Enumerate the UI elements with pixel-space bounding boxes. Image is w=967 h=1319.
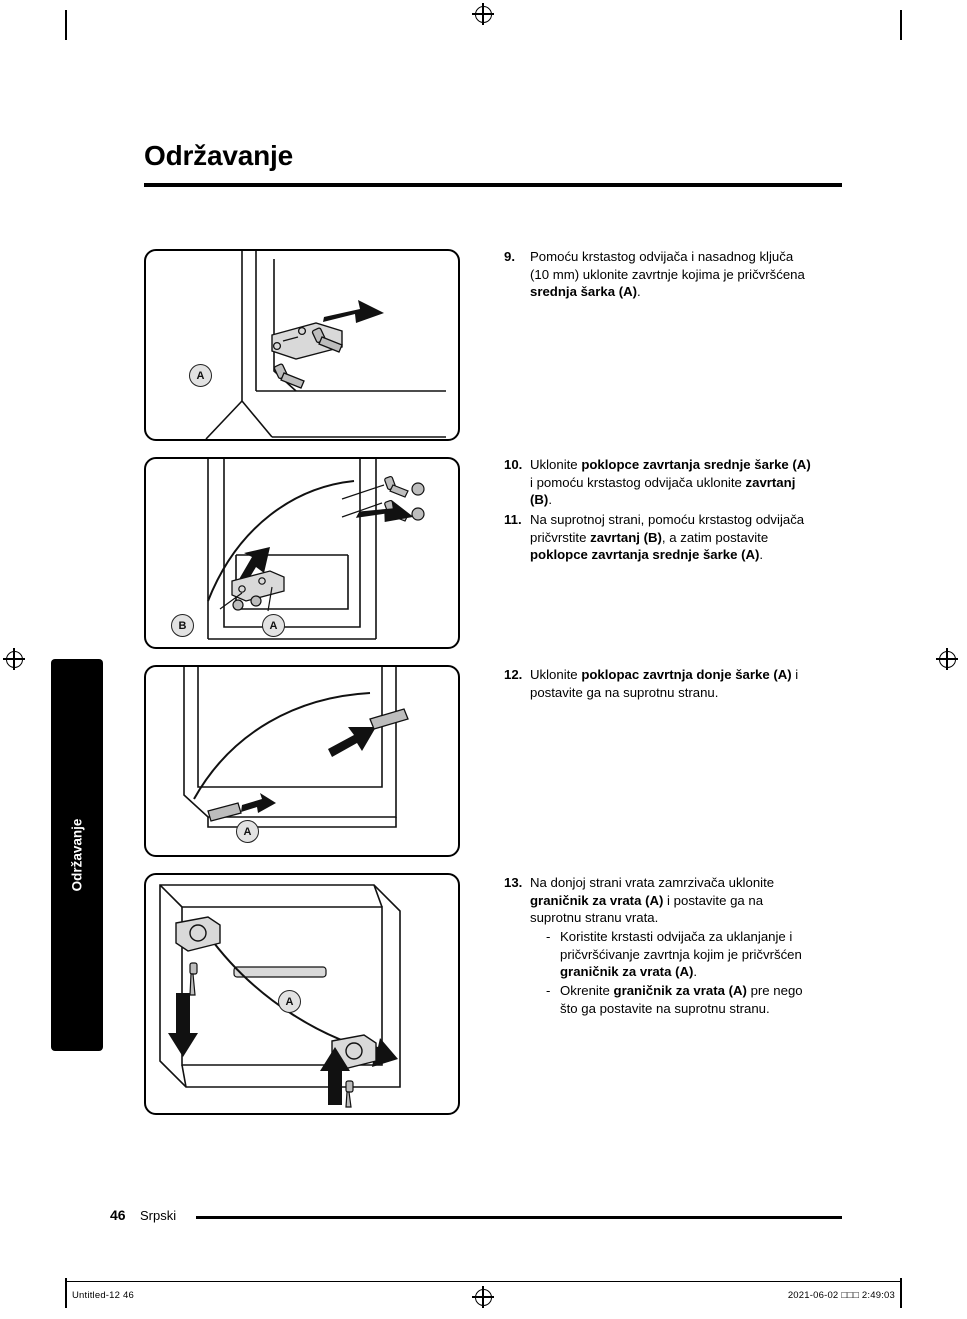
- page-language: Srpski: [140, 1208, 177, 1223]
- step-text: Na suprotnoj strani, pomoću krstastog odvijača pričvrstite zavrtanj (B), a zatim postavite poklopce zavrtanja srednje šarke (A).: [530, 512, 805, 563]
- crop-mark-top-right: [900, 10, 902, 40]
- section-side-tab: [51, 659, 103, 1051]
- registration-mark-bottom: [472, 1286, 494, 1308]
- crop-mark-bottom-right: [900, 1278, 902, 1308]
- print-footer-timestamp: 2021-06-02 □□□ 2:49:03: [787, 1290, 895, 1301]
- figure-1-callout-a: A: [189, 364, 212, 387]
- list-item: [504, 248, 844, 301]
- sub-item-marker: -: [546, 983, 551, 999]
- page-footer-rule: [196, 1216, 842, 1219]
- instruction-steps-10-11: [504, 456, 844, 566]
- step-number: 10.: [504, 457, 523, 472]
- instruction-step-12: [504, 666, 844, 703]
- step-text: Uklonite poklopce zavrtanja srednje šarke (A) i pomoću krstastog odvijača uklonite zavrtanj (B).: [530, 457, 811, 508]
- figure-2-callout-a: A: [262, 614, 285, 637]
- figure-3-illustration: [146, 667, 458, 855]
- sub-item-text: Koristite krstasti odvijača za uklanjanje i pričvršćivanje zavrtnja kojim je pričvršćen graničnik za vrata (A).: [560, 929, 802, 980]
- page-number: 46: [110, 1207, 126, 1223]
- instruction-step-13: [504, 874, 844, 1020]
- step-text: Na donjoj strani vrata zamrzivača uklonite graničnik za vrata (A) i postavite ga na suprotnu stranu vrata. - Koristite krstasti odvijača za uklanjanje i pričvršćivanje zavrtnja kojim je pričvršćen graničnik za vrata (A). - Okrenite graničnik za vrata (A) pre nego što ga postavite na suprotnu stranu.: [530, 874, 844, 1018]
- figure-freezer-door-stopper: [144, 873, 460, 1115]
- registration-mark-top: [472, 3, 494, 25]
- sub-item: [530, 982, 844, 1017]
- step-number: 12.: [504, 667, 523, 682]
- print-footer-rule: [65, 1281, 902, 1282]
- sub-item: [530, 928, 844, 981]
- figure-2-callout-b: B: [171, 614, 194, 637]
- figure-2-illustration: [146, 459, 458, 647]
- step-number: 9.: [504, 249, 515, 264]
- sub-item-marker: -: [546, 929, 551, 945]
- step-number: 13.: [504, 875, 523, 890]
- instruction-step-9: [504, 248, 844, 303]
- figure-1-illustration: [146, 251, 458, 439]
- step-text: Pomoću krstastog odvijača i nasadnog ključa (10 mm) uklonite zavrtnje kojima je pričvršćena srednja šarka (A).: [530, 249, 805, 300]
- print-footer-filename: Untitled-12 46: [72, 1290, 134, 1301]
- list-item: [504, 874, 844, 1018]
- registration-mark-right: [936, 648, 958, 670]
- crop-mark-bottom-left: [65, 1278, 67, 1308]
- figure-3-callout-a: A: [236, 820, 259, 843]
- page-title: Održavanje: [144, 140, 293, 171]
- registration-mark-left: [3, 648, 25, 670]
- list-item: [504, 456, 844, 509]
- title-rule: [144, 183, 842, 187]
- figure-middle-hinge-screws: [144, 249, 460, 441]
- section-side-tab-label: Održavanje: [69, 818, 85, 892]
- list-item: [504, 511, 844, 564]
- figure-4-callout-a: A: [278, 990, 301, 1013]
- figure-4-illustration: [146, 875, 458, 1113]
- list-item: [504, 666, 844, 701]
- figure-middle-hinge-screw-covers: [144, 457, 460, 649]
- step-number: 11.: [504, 512, 522, 528]
- crop-mark-top-left: [65, 10, 67, 40]
- sub-item-text: Okrenite graničnik za vrata (A) pre nego što ga postavite na suprotnu stranu.: [560, 983, 803, 1016]
- step-text: Uklonite poklopac zavrtnja donje šarke (A) i postavite ga na suprotnu stranu.: [530, 667, 799, 700]
- figure-lower-hinge-screw-cover: [144, 665, 460, 857]
